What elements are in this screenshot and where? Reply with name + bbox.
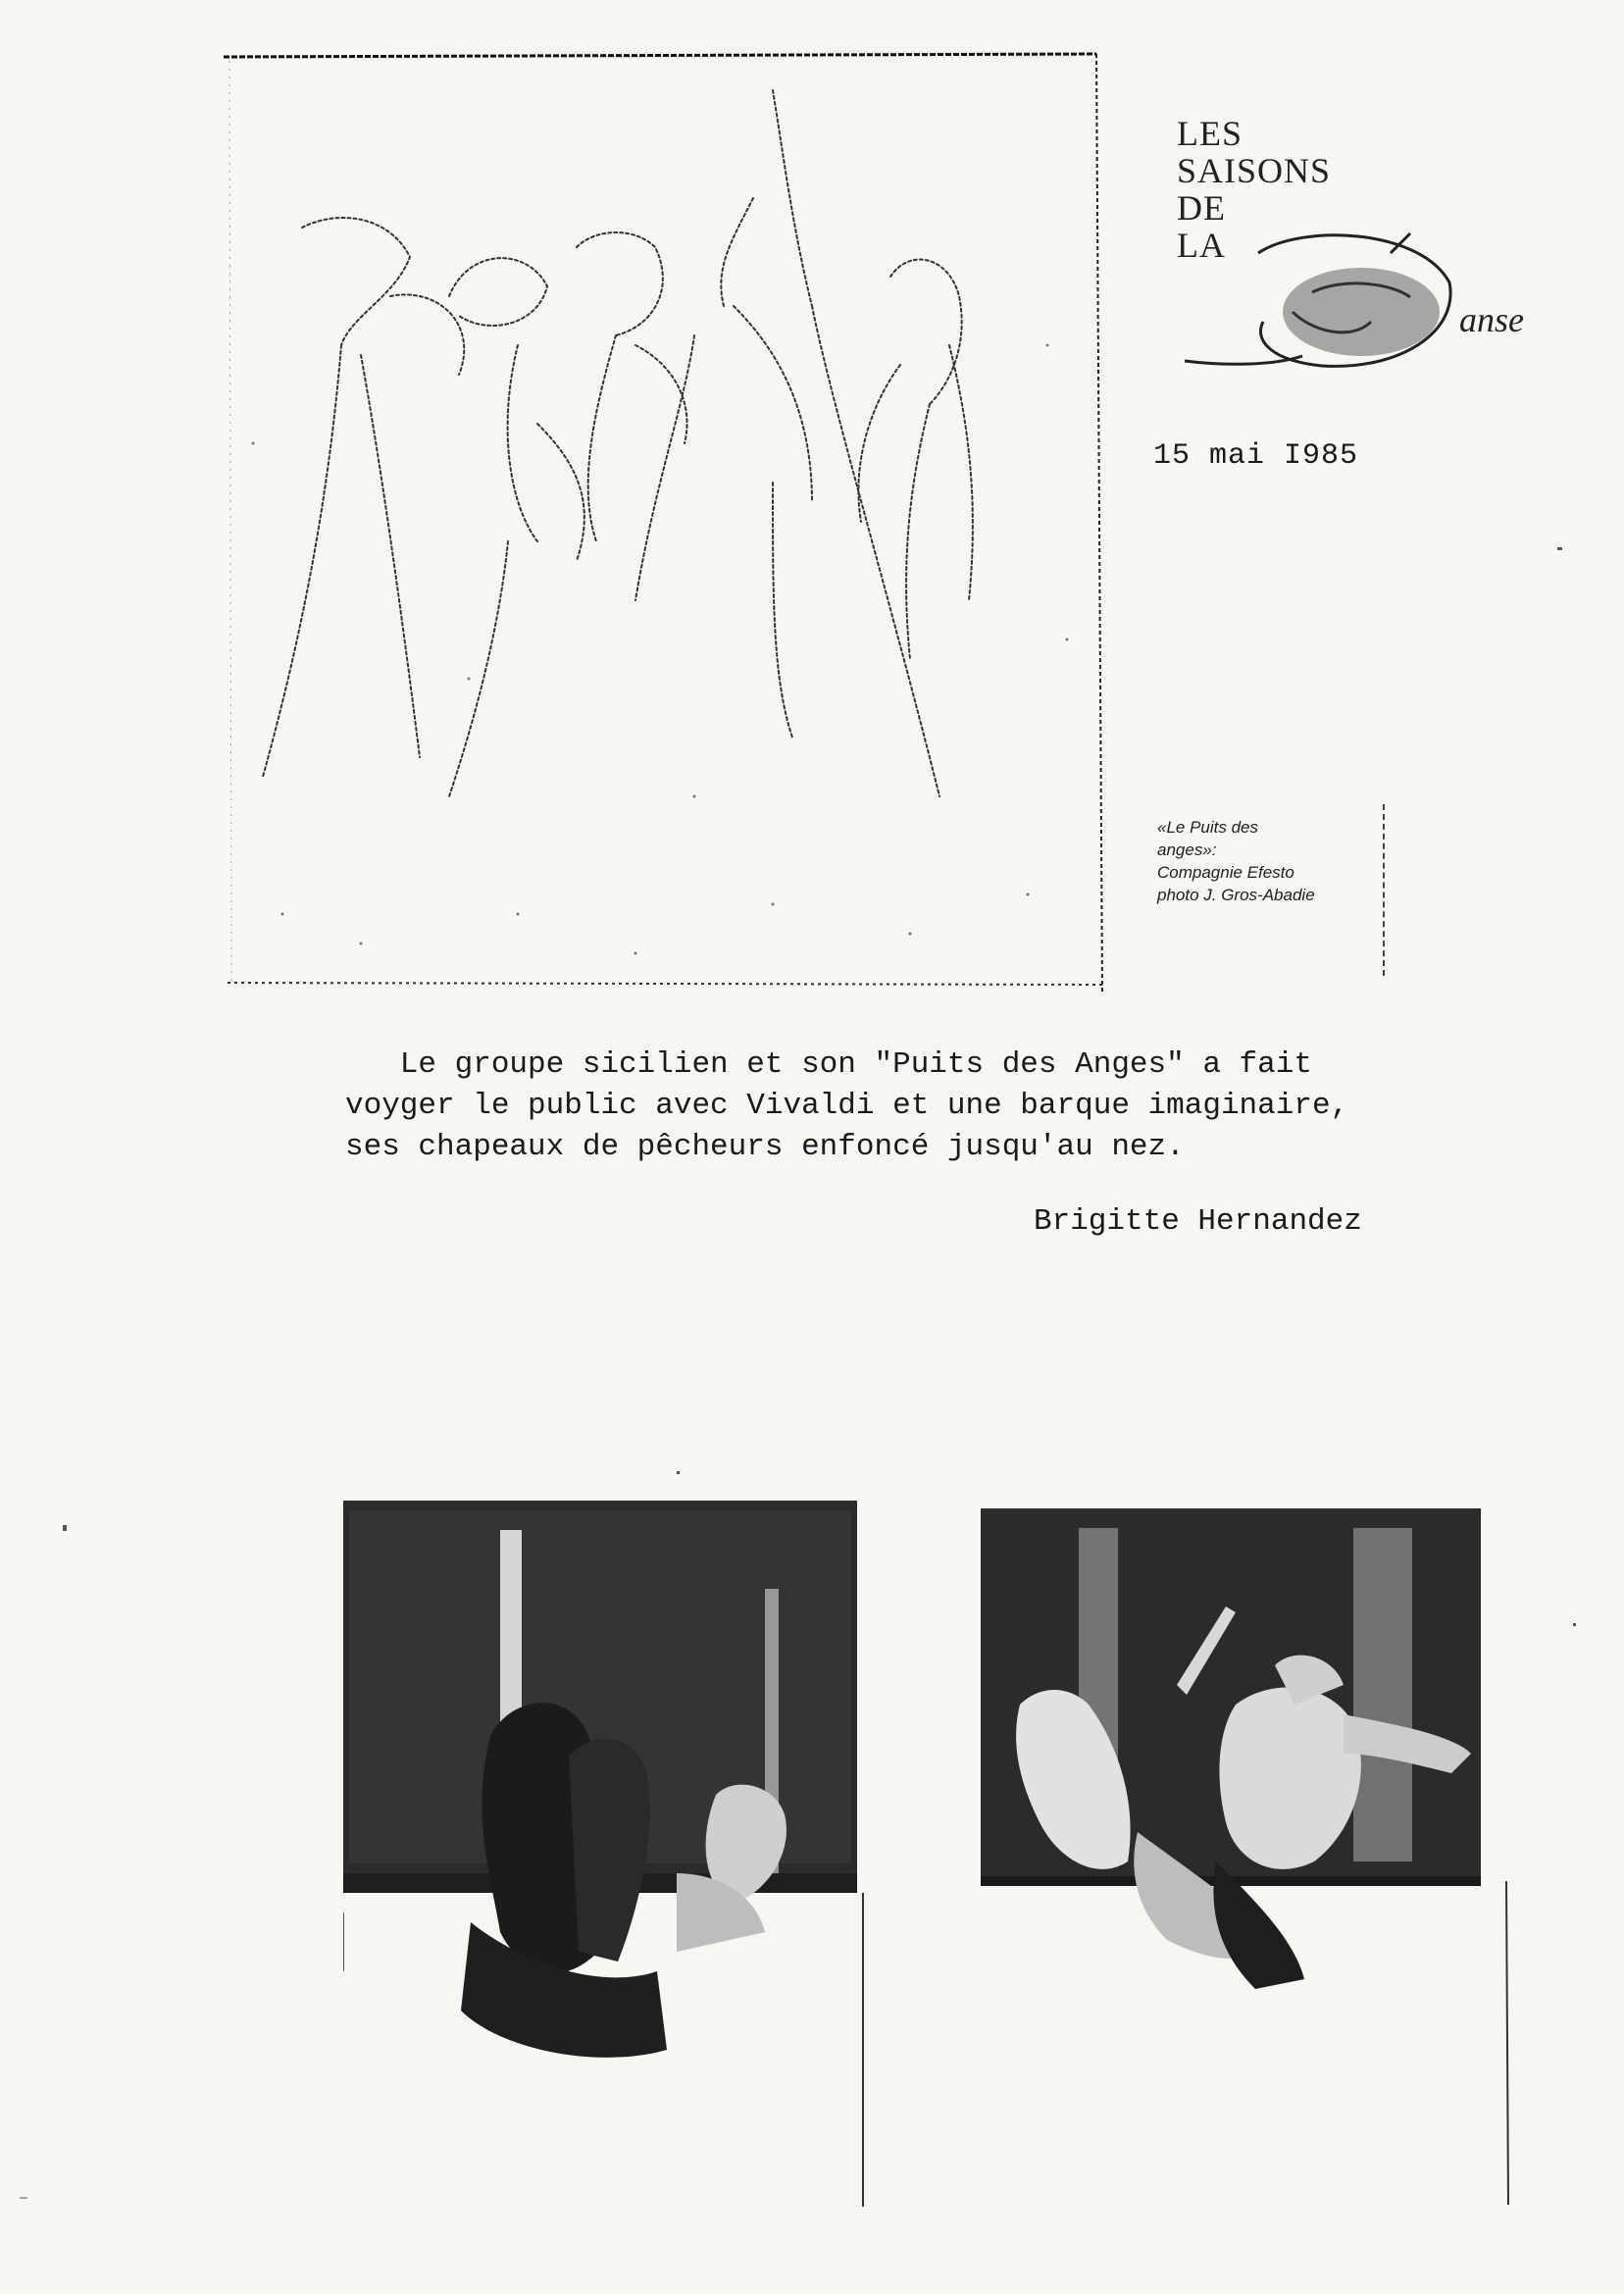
masthead-line-3: DE — [1177, 188, 1226, 228]
masthead-line-2: SAISONS — [1177, 151, 1332, 190]
masthead — [1165, 116, 1577, 410]
article-line-1: Le groupe sicilien et son "Puits des Anges" a fait — [345, 1047, 1312, 1082]
photo-caption — [1157, 816, 1383, 906]
caption-line-2: anges»: — [1157, 841, 1217, 859]
bottom-right-photo — [981, 1508, 1510, 2205]
scan-speck — [63, 1525, 67, 1531]
dancers-photo-right-image — [981, 1508, 1510, 2205]
logo-script-text: anse — [1459, 300, 1524, 339]
scan-speck — [20, 2197, 27, 2199]
dancers-sketch-image — [224, 51, 1112, 993]
date: 15 mai I985 — [1153, 439, 1359, 473]
article-text — [345, 1045, 1473, 1168]
article-line-2: voyger le public avec Vivaldi et une barque imaginaire, — [345, 1089, 1349, 1123]
masthead-line-1: LES — [1177, 114, 1243, 153]
caption-line-3: Compagnie Efesto — [1157, 863, 1294, 882]
danse-logo-icon — [1165, 184, 1577, 381]
caption-divider — [1383, 804, 1387, 976]
scan-speck — [1557, 547, 1562, 550]
article-line-3: ses chapeaux de pêcheurs enfoncé jusqu'au nez. — [345, 1130, 1185, 1164]
top-photo — [224, 51, 1112, 993]
scan-speck — [1573, 1623, 1576, 1626]
bottom-left-photo — [343, 1501, 869, 2207]
masthead-line-4: LA — [1177, 226, 1226, 265]
scan-speck — [677, 1471, 680, 1474]
caption-line-4: photo J. Gros-Abadie — [1157, 886, 1315, 904]
caption-line-1: «Le Puits des — [1157, 818, 1259, 837]
dancers-photo-left-image — [343, 1501, 869, 2207]
author-signature: Brigitte Hernandez — [1034, 1204, 1362, 1239]
